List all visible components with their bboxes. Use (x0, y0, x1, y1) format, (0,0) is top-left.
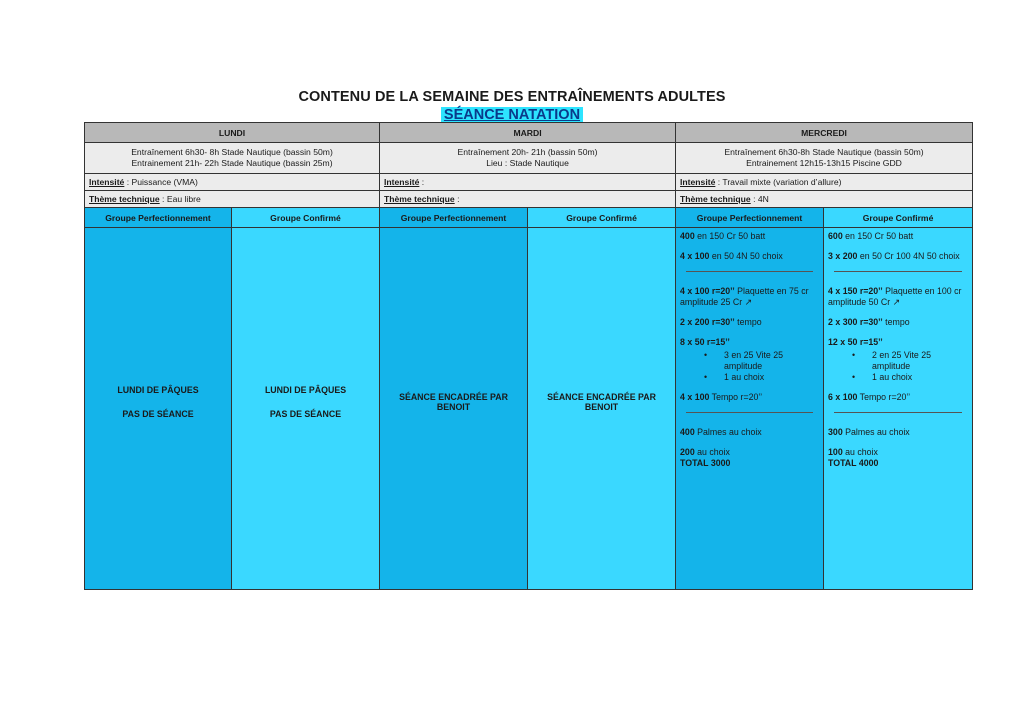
set-line: 4 x 100 r=20’’ Plaquette en 75 cr amplitude 25 Cr ↗ (680, 286, 809, 307)
program-lundi-perf (85, 228, 232, 590)
set-line: 4 x 100 en 50 4N 50 choix (680, 251, 783, 261)
intensity-value: : Travail mixte (variation d’allure) (715, 177, 842, 187)
group-header-perf: Groupe Perfectionnement (676, 208, 824, 228)
program-text: LUNDI DE PÂQUES (117, 384, 199, 395)
schedule-table (84, 122, 973, 590)
divider (686, 412, 813, 413)
day-header-mardi: MARDI (380, 123, 676, 143)
bullet-item: • 3 en 25 Vite 25 amplitude (706, 350, 819, 372)
theme-mardi (380, 191, 676, 208)
intensity-mardi (380, 174, 676, 191)
intensity-value: : Puissance (VMA) (124, 177, 198, 187)
theme-value: : (454, 194, 460, 204)
divider (834, 271, 962, 272)
info-line: Entrainement 12h15-13h15 Piscine GDD (746, 158, 902, 168)
set-line: 2 x 200 r=30’’ tempo (680, 317, 762, 327)
set-bullets (680, 350, 819, 383)
session-info-mercredi (676, 143, 973, 174)
program-mercredi-perf (676, 228, 824, 590)
program-text: PAS DE SÉANCE (269, 408, 342, 419)
set-line: 4 x 150 r=20’’ Plaquette en 100 cr amplitude 50 Cr ↗ (828, 286, 962, 307)
day-header-lundi: LUNDI (85, 123, 380, 143)
info-line: Lieu : Stade Nautique (486, 158, 569, 168)
group-header-conf: Groupe Confirmé (824, 208, 973, 228)
day-header-row (85, 123, 973, 143)
info-line: Entraînement 6h30-8h Stade Nautique (bassin 50m) (724, 147, 924, 157)
theme-value: : Eau libre (159, 194, 201, 204)
program-mardi-perf (380, 228, 528, 590)
divider (834, 412, 962, 413)
session-info-row (85, 143, 973, 174)
intensity-row (85, 174, 973, 191)
theme-value: : 4N (750, 194, 769, 204)
set-line: 3 x 200 en 50 Cr 100 4N 50 choix (828, 251, 960, 261)
set-line: 600 en 150 Cr 50 batt (828, 231, 914, 241)
intensity-label: Intensité (384, 177, 420, 187)
set-line: 400 Palmes au choix (680, 427, 762, 437)
program-lundi-conf (232, 228, 380, 590)
program-mercredi-conf (824, 228, 973, 590)
set-line: 4 x 100 Tempo r=20’’ (680, 392, 763, 402)
group-header-conf: Groupe Confirmé (528, 208, 676, 228)
program-text: SÉANCE ENCADRÉE PAR BENOIT (547, 391, 656, 412)
group-header-perf: Groupe Perfectionnement (380, 208, 528, 228)
info-line: Entraînement 20h- 21h (bassin 50m) (457, 147, 598, 157)
page-title: CONTENU DE LA SEMAINE DES ENTRAÎNEMENTS ADULTES (298, 89, 726, 105)
program-text: PAS DE SÉANCE (122, 408, 194, 419)
session-info-mardi (380, 143, 676, 174)
set-line: 6 x 100 Tempo r=20’’ (828, 392, 911, 402)
divider (686, 271, 813, 272)
set-line: 8 x 50 r=15’’ (680, 337, 730, 347)
theme-label: Thème technique (89, 194, 160, 204)
theme-mercredi (676, 191, 973, 208)
info-line: Entraînement 6h30- 8h Stade Nautique (bassin 50m) (131, 147, 333, 157)
subtitle-highlight: SÉANCE NATATION (441, 107, 583, 123)
intensity-label: Intensité (89, 177, 125, 187)
program-text: LUNDI DE PÂQUES (264, 384, 347, 395)
session-info-lundi (85, 143, 380, 174)
group-header-row (85, 208, 973, 228)
program-row (85, 228, 973, 590)
theme-lundi (85, 191, 380, 208)
intensity-label: Intensité (680, 177, 716, 187)
bullet-item: • 2 en 25 Vite 25 amplitude (854, 350, 968, 372)
set-line: 400 en 150 Cr 50 batt (680, 231, 766, 241)
group-header-conf: Groupe Confirmé (232, 208, 380, 228)
theme-row (85, 191, 973, 208)
set-line: 12 x 50 r=15’’ (828, 337, 883, 347)
set-line: 300 Palmes au choix (828, 427, 910, 437)
set-bullets (828, 350, 968, 383)
total-line: TOTAL 3000 (680, 458, 731, 468)
theme-label: Thème technique (384, 194, 455, 204)
bullet-item: • 1 au choix (854, 372, 968, 383)
info-line: Entrainement 21h- 22h Stade Nautique (bassin 25m) (131, 158, 333, 168)
set-line: 100 au choix (828, 447, 878, 457)
total-line: TOTAL 4000 (828, 458, 879, 468)
program-text: SÉANCE ENCADRÉE PAR BENOIT (399, 391, 508, 412)
intensity-value: : (419, 177, 425, 187)
program-mardi-conf (528, 228, 676, 590)
set-line: 200 au choix (680, 447, 730, 457)
bullet-item: • 1 au choix (706, 372, 819, 383)
set-line: 2 x 300 r=30’’ tempo (828, 317, 910, 327)
group-header-perf: Groupe Perfectionnement (85, 208, 232, 228)
theme-label: Thème technique (680, 194, 751, 204)
intensity-mercredi (676, 174, 973, 191)
day-header-mercredi: MERCREDI (676, 123, 973, 143)
intensity-lundi (85, 174, 380, 191)
